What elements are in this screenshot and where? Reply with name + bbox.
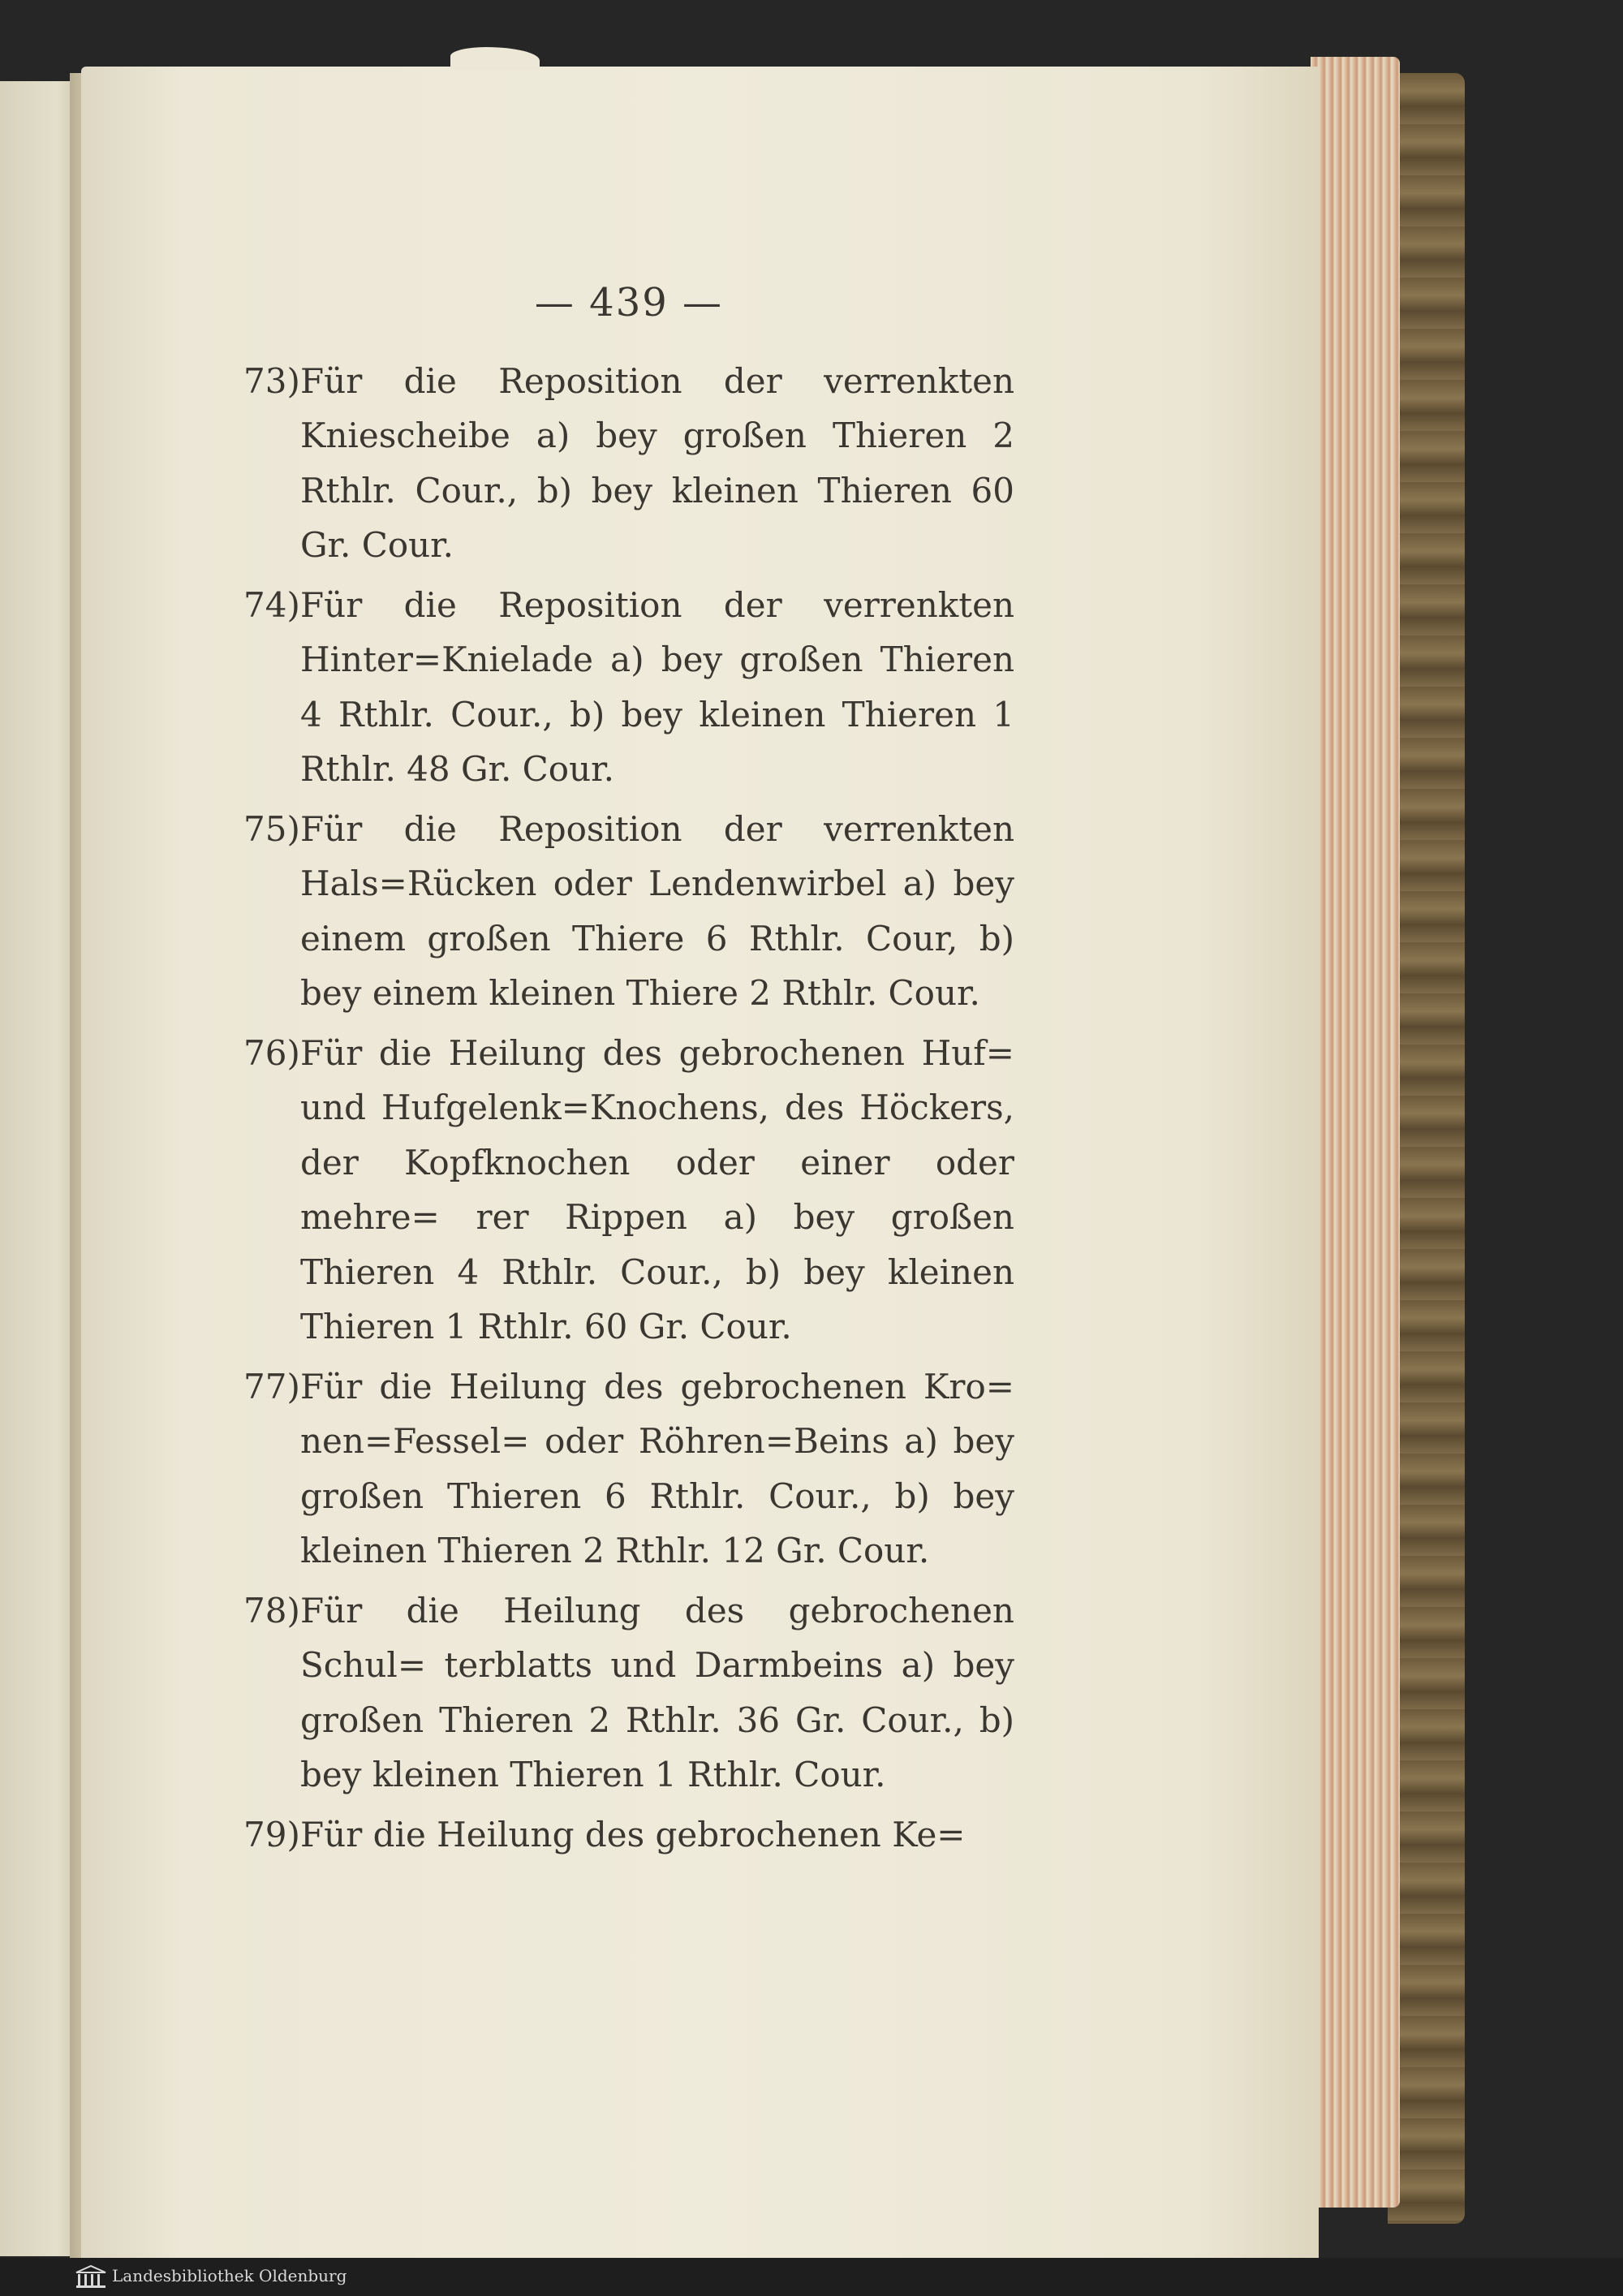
- entry-number: 75): [243, 808, 300, 849]
- entry-text: Für die Heilung des gebrochenen Ke=: [300, 1814, 966, 1854]
- library-building-icon: [75, 2264, 107, 2289]
- page-header: — 439 —: [534, 280, 724, 325]
- entry-75: [243, 802, 1014, 1021]
- entry-text: Für die Heilung des gebrochenen Huf= und Hufgelenk=Knochens, des Höckers, der Kopfknochen oder einer oder mehre= rer Rippen a) bey großen Thieren 4 Rthlr. Cour., b) bey kleinen Thieren 1 Rthlr. 60 Gr. Cour.: [300, 1032, 1014, 1346]
- entry-number: 76): [243, 1032, 300, 1073]
- page-edges: [1311, 57, 1400, 2208]
- entry-text: Für die Heilung des gebrochenen Kro= nen=Fessel= oder Röhren=Beins a) bey großen Thieren 6 Rthlr. Cour., b) bey kleinen Thieren 2 Rthlr. 12 Gr. Cour.: [300, 1366, 1014, 1570]
- entry-text: Für die Reposition der verrenkten Hals=Rücken oder Lendenwirbel a) bey einem großen Thiere 6 Rthlr. Cour, b) bey einem kleinen Thiere 2 Rthlr. Cour.: [300, 808, 1014, 1013]
- entry-number: 77): [243, 1366, 300, 1406]
- entry-number: 73): [243, 360, 300, 401]
- entry-number: 78): [243, 1590, 300, 1630]
- library-name: Landesbibliothek Oldenburg: [112, 2266, 347, 2285]
- entry-text: Für die Reposition der verrenkten Hinter=Knielade a) bey großen Thieren 4 Rthlr. Cour., b) bey kleinen Thieren 1 Rthlr. 48 Gr. Cour.: [300, 584, 1014, 789]
- entry-73: [243, 354, 1014, 573]
- entry-74: [243, 578, 1014, 797]
- entry-79: [243, 1807, 1014, 1863]
- paper-tear: [450, 47, 540, 70]
- entry-76: [243, 1026, 1014, 1355]
- entry-text: Für die Heilung des gebrochenen Schul= terblatts und Darmbeins a) bey großen Thieren 2 Rthlr. 36 Gr. Cour., b) bey kleinen Thieren 1 Rthlr. Cour.: [300, 1590, 1014, 1794]
- entry-number: 74): [243, 584, 300, 625]
- entry-77: [243, 1359, 1014, 1579]
- text-block: [243, 276, 1014, 1867]
- entry-78: [243, 1583, 1014, 1803]
- entry-text: Für die Reposition der verrenkten Kniescheibe a) bey großen Thieren 2 Rthlr. Cour., b) bey kleinen Thieren 60 Gr. Cour.: [300, 360, 1014, 565]
- left-facing-page: [0, 81, 81, 2256]
- entry-number: 79): [243, 1814, 300, 1854]
